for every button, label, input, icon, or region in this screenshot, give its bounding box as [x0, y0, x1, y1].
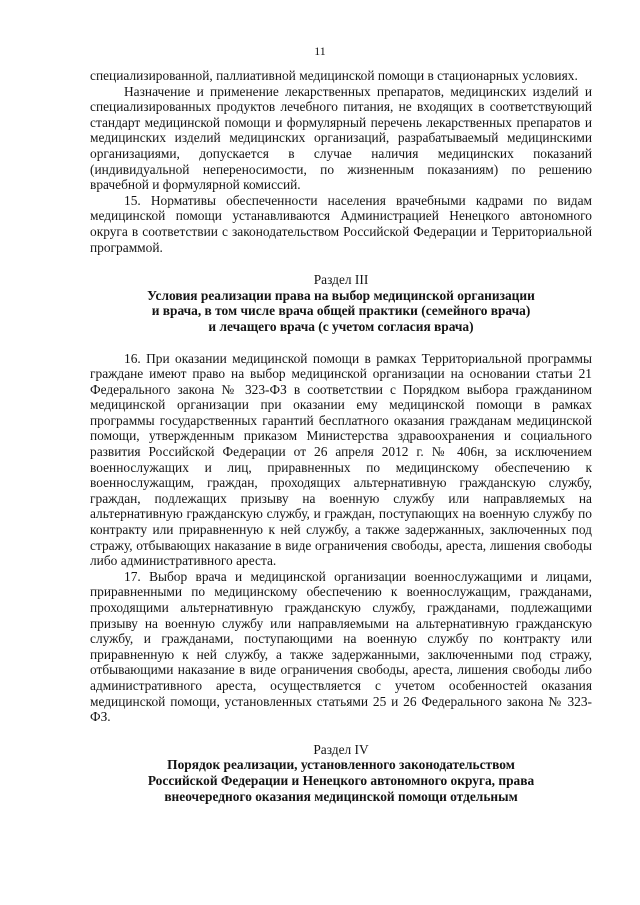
section-4-title-line: Российской Федерации и Ненецкого автономного округа, права	[147, 772, 535, 788]
section-4-title-line: внеочередного оказания медицинской помощи отдельным	[164, 788, 518, 804]
section-3-title-line: Условия реализации права на выбор медицинской организации	[147, 287, 535, 303]
section-3-heading: Раздел III	[313, 272, 369, 288]
section-4-title-line: Порядок реализации, установленного законодательством	[167, 757, 515, 773]
page-number: 11	[314, 44, 326, 58]
document-body	[90, 68, 592, 804]
section-3-title-line: и врача, в том числе врача общей практики (семейного врача)	[151, 303, 531, 319]
paragraph-15: 15. Нормативы обеспеченности населения врачебными кадрами по видам медицинской помощи устанавливаются Администрацией Ненецкого автономного округа в соответствии с законодательством Российской Федерации и Территориальной программой.	[90, 192, 592, 255]
paragraph-continuation: специализированной, паллиативной медицинской помощи в стационарных условиях.	[90, 68, 578, 83]
section-4-heading: Раздел IV	[313, 741, 369, 757]
paragraph-16: 16. При оказании медицинской помощи в рамках Территориальной программы граждане имеют право на выбор медицинской организации на основании статьи 21 Федерального закона № 323-ФЗ в соответствии с Порядком выбора гражданином медицинской организации при оказании ему медицинской помощи в рамках программы государственных гарантий бесплатного оказания гражданам медицинской помощи, утвержденным приказом Министерства здравоохранения и социального развития Российской Федерации от 26 апреля 2012 г. № 406н, за исключением военнослужащих и лиц, приравненных по медицинскому обеспечению к военнослужащим, граждан, проходящих альтернативную гражданскую службу, граждан, подлежащих призыву на военную службу или направляемых на альтернативную гражданскую службу, и граждан, поступающих на военную службу по контракту или приравненную к ней службу, а также задержанных, заключенных под стражу, отбывающих наказание в виде ограничения свободы, ареста, лишения свободы либо административного ареста.	[90, 350, 592, 569]
paragraph-17: 17. Выбор врача и медицинской организации военнослужащими и лицами, приравненными по медицинскому обеспечению к военнослужащим, гражданами, проходящими альтернативную гражданскую службу, гражданами, подлежащими призыву на военную службу или направляемыми на альтернативную гражданскую службу, и гражданами, поступающими на военную службу по контракту или приравненную к ней службу, а также задержанными, заключенными под стражу, отбывающими наказание в виде ограничения свободы, ареста, лишения свободы либо административного ареста, осуществляется с учетом особенностей оказания медицинской помощи, установленных статьями 25 и 26 Федерального закона № 323-ФЗ.	[90, 568, 592, 725]
section-3-title-line: и лечащего врача (с учетом согласия врача)	[208, 318, 474, 334]
paragraph-medicines: Назначение и применение лекарственных препаратов, медицинских изделий и специализированных продуктов лечебного питания, не входящих в соответствующий стандарт медицинской помощи и формулярный перечень лекарственных препаратов и медицинских изделий медицинских организаций, разрабатываемый медицинскими организациями, допускается в случае наличия медицинских показаний (индивидуальной непереносимости, по жизненным показаниям) по решению врачебной и формулярной комиссий.	[90, 83, 592, 193]
